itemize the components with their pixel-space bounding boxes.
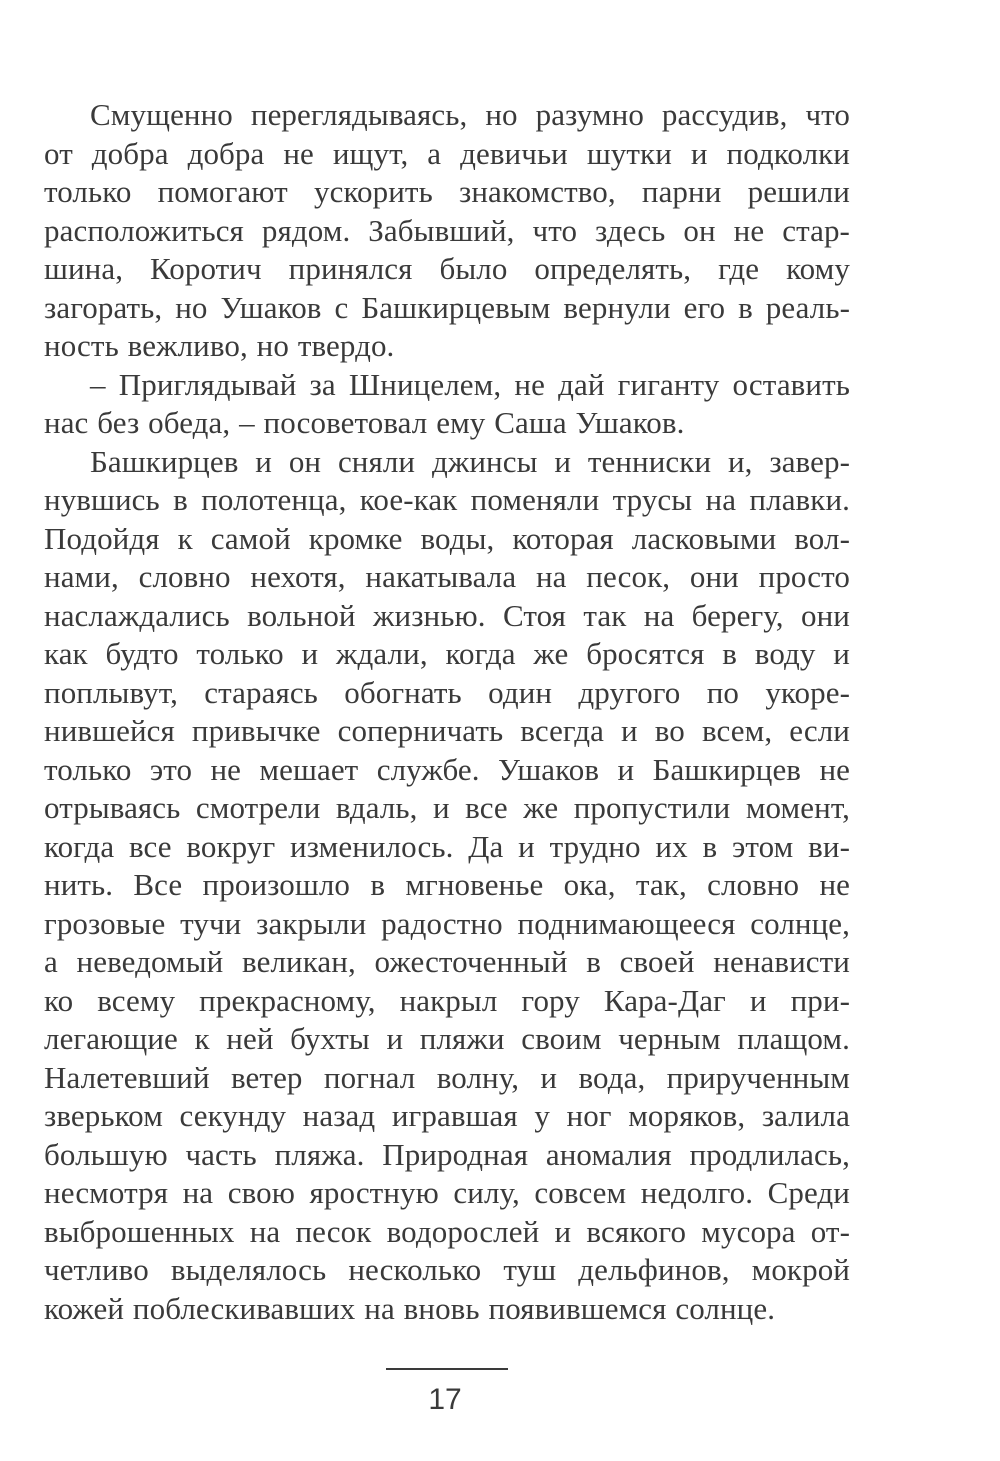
text-line: нувшись в полотенца, кое-как поменяли трусы на плавки.: [44, 482, 850, 517]
text-line: кожей поблескивавших на вновь появившемся солнце.: [44, 1290, 776, 1326]
text-line: расположиться рядом. Забывший, что здесь он не стар-: [44, 212, 850, 248]
text-line: четливо выделялось несколько туш дельфинов, мокрой: [44, 1252, 850, 1287]
text-line: несмотря на свою яростную силу, совсем недолго. Среди: [44, 1175, 850, 1210]
text-line: большую часть пляжа. Природная аномалия продлилась,: [44, 1136, 850, 1172]
text-line: Подойдя к самой кромке воды, которая ласковыми вол-: [44, 520, 850, 556]
text-line: нить. Все произошло в мгновенье ока, так, словно не: [44, 867, 850, 902]
text-line: ность вежливо, но твердо.: [44, 328, 395, 363]
text-line: зверьком секунду назад игравшая у ног моряков, залила: [44, 1098, 850, 1133]
text-line: Налетевший ветер погнал волну, и вода, прирученным: [44, 1059, 850, 1095]
text-line: ко всему прекрасному, накрыл гору Кара-Даг и при-: [44, 982, 850, 1018]
text-line: нившейся привычке соперничать всегда и во всем, если: [44, 713, 850, 748]
text-line: когда все вокруг изменилось. Да и трудно их в этом ви-: [44, 828, 850, 864]
text-line: поплывут, стараясь обогнать один другого по укоре-: [44, 674, 850, 710]
text-line: только помогают ускорить знакомство, парни решили: [44, 174, 850, 209]
text-line: как будто только и ждали, когда же бросятся в воду и: [44, 636, 850, 671]
text-line: только это не мешает службе. Ушаков и Башкирцев не: [44, 751, 850, 787]
text-line: шина, Коротич принялся было определять, где кому: [44, 251, 850, 286]
page-number: 17: [428, 1383, 462, 1416]
text-line: грозовые тучи закрыли радостно поднимающееся солнце,: [44, 905, 850, 941]
paragraph-3: [44, 443, 850, 1329]
page-body: [44, 96, 850, 1386]
text-line: нами, словно нехотя, накатывала на песок, они просто: [44, 559, 850, 594]
text-line: легающие к ней бухты и пляжи своим черным плащом.: [44, 1021, 850, 1056]
text-line: отрываясь смотрели вдаль, и все же пропустили момент,: [44, 790, 850, 825]
text-line: Башкирцев и он сняли джинсы и тенниски и, завер-: [90, 443, 850, 479]
text-line: – Приглядывай за Шницелем, не дай гиганту оставить: [90, 366, 850, 402]
paragraph-1: [44, 96, 850, 366]
text-line: наслаждались вольной жизнью. Стоя так на берегу, они: [44, 597, 850, 633]
paragraph-2-dialogue: [44, 366, 850, 443]
text-line: загорать, но Ушаков с Башкирцевым вернули его в реаль-: [44, 289, 850, 325]
text-line: от добра добра не ищут, а девичьи шутки и подколки: [44, 135, 850, 171]
footer-divider: [386, 1368, 508, 1370]
text-line: нас без обеда, – посоветовал ему Саша Ушаков.: [44, 405, 685, 440]
text-line: Смущенно переглядываясь, но разумно рассудив, что: [90, 97, 850, 132]
text-line: выброшенных на песок водорослей и всякого мусора от-: [44, 1213, 850, 1249]
text-line: а неведомый великан, ожесточенный в своей ненависти: [44, 944, 850, 979]
